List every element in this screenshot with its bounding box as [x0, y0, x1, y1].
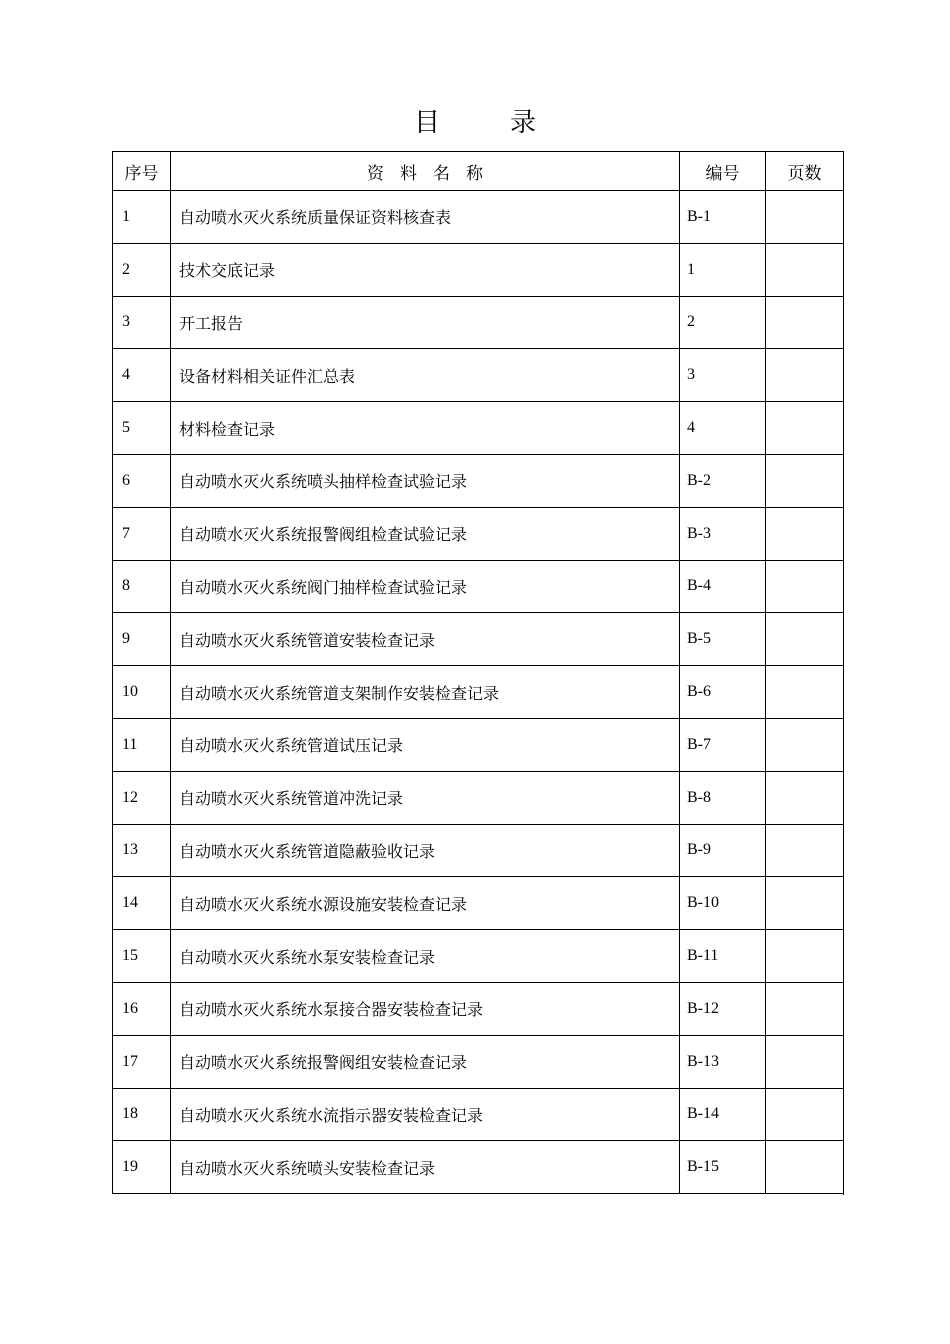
row-name: 自动喷水灭火系统阀门抽样检查试验记录 [171, 560, 680, 613]
table-row [113, 454, 844, 507]
row-pages [766, 613, 844, 666]
title-char-1: 目 [413, 107, 440, 138]
row-code: B-6 [680, 666, 766, 719]
table-outer-rule [843, 151, 844, 1195]
row-index: 13 [113, 824, 171, 877]
row-pages [766, 191, 844, 244]
row-index: 3 [113, 296, 171, 349]
row-index: 11 [113, 718, 171, 771]
row-index: 2 [113, 243, 171, 296]
row-index: 4 [113, 349, 171, 402]
title-char-2: 录 [510, 107, 537, 138]
row-name: 自动喷水灭火系统喷头抽样检查试验记录 [171, 454, 680, 507]
row-code: B-12 [680, 982, 766, 1035]
row-pages [766, 1088, 844, 1141]
table-row [113, 877, 844, 930]
row-name: 自动喷水灭火系统报警阀组安装检查记录 [171, 1035, 680, 1088]
row-pages [766, 1035, 844, 1088]
row-name: 自动喷水灭火系统报警阀组检查试验记录 [171, 507, 680, 560]
row-index: 19 [113, 1141, 171, 1194]
row-pages [766, 349, 844, 402]
row-index: 14 [113, 877, 171, 930]
row-pages [766, 507, 844, 560]
table-row [113, 718, 844, 771]
contents-table [112, 151, 844, 1194]
row-name: 自动喷水灭火系统管道安装检查记录 [171, 613, 680, 666]
row-pages [766, 666, 844, 719]
row-index: 8 [113, 560, 171, 613]
row-pages [766, 243, 844, 296]
page-title [0, 98, 950, 142]
table-row [113, 1088, 844, 1141]
table-row [113, 296, 844, 349]
row-pages [766, 560, 844, 613]
row-name: 自动喷水灭火系统管道隐蔽验收记录 [171, 824, 680, 877]
row-pages [766, 296, 844, 349]
row-pages [766, 771, 844, 824]
row-index: 18 [113, 1088, 171, 1141]
table-row [113, 824, 844, 877]
row-code: 3 [680, 349, 766, 402]
row-name: 自动喷水灭火系统喷头安装检查记录 [171, 1141, 680, 1194]
row-pages [766, 718, 844, 771]
header-row [113, 152, 844, 191]
row-index: 5 [113, 402, 171, 455]
row-pages [766, 402, 844, 455]
row-index: 9 [113, 613, 171, 666]
header-code: 编号 [680, 152, 766, 191]
row-code: B-3 [680, 507, 766, 560]
row-index: 17 [113, 1035, 171, 1088]
row-name: 技术交底记录 [171, 243, 680, 296]
row-code: B-7 [680, 718, 766, 771]
row-index: 7 [113, 507, 171, 560]
header-name: 资料名称 [171, 152, 680, 191]
row-index: 15 [113, 930, 171, 983]
row-code: 1 [680, 243, 766, 296]
row-code: B-11 [680, 930, 766, 983]
row-code: 4 [680, 402, 766, 455]
row-index: 6 [113, 454, 171, 507]
header-pages: 页数 [766, 152, 844, 191]
row-code: B-15 [680, 1141, 766, 1194]
row-pages [766, 930, 844, 983]
table-row [113, 1141, 844, 1194]
row-name: 自动喷水灭火系统水泵安装检查记录 [171, 930, 680, 983]
row-code: B-5 [680, 613, 766, 666]
table-row [113, 1035, 844, 1088]
table-row [113, 771, 844, 824]
row-name: 自动喷水灭火系统水泵接合器安装检查记录 [171, 982, 680, 1035]
row-index: 1 [113, 191, 171, 244]
table-row [113, 982, 844, 1035]
row-code: B-4 [680, 560, 766, 613]
row-name: 自动喷水灭火系统质量保证资料核查表 [171, 191, 680, 244]
table-row [113, 930, 844, 983]
table-row [113, 349, 844, 402]
row-index: 16 [113, 982, 171, 1035]
row-pages [766, 877, 844, 930]
row-index: 10 [113, 666, 171, 719]
row-pages [766, 982, 844, 1035]
header-index: 序号 [113, 152, 171, 191]
row-name: 材料检查记录 [171, 402, 680, 455]
row-code: B-10 [680, 877, 766, 930]
table-row [113, 402, 844, 455]
row-code: B-14 [680, 1088, 766, 1141]
row-pages [766, 824, 844, 877]
row-code: B-2 [680, 454, 766, 507]
row-name: 自动喷水灭火系统管道支架制作安装检查记录 [171, 666, 680, 719]
row-name: 自动喷水灭火系统水源设施安装检查记录 [171, 877, 680, 930]
row-pages [766, 1141, 844, 1194]
row-code: B-9 [680, 824, 766, 877]
row-name: 开工报告 [171, 296, 680, 349]
row-code: B-8 [680, 771, 766, 824]
table-row [113, 191, 844, 244]
row-code: B-13 [680, 1035, 766, 1088]
row-pages [766, 454, 844, 507]
row-index: 12 [113, 771, 171, 824]
table-row [113, 243, 844, 296]
row-name: 自动喷水灭火系统水流指示器安装检查记录 [171, 1088, 680, 1141]
table-row [113, 666, 844, 719]
row-name: 自动喷水灭火系统管道试压记录 [171, 718, 680, 771]
row-name: 设备材料相关证件汇总表 [171, 349, 680, 402]
table-row [113, 613, 844, 666]
table-row [113, 507, 844, 560]
row-code: 2 [680, 296, 766, 349]
table-body [113, 191, 844, 1194]
row-code: B-1 [680, 191, 766, 244]
table-row [113, 560, 844, 613]
row-name: 自动喷水灭火系统管道冲洗记录 [171, 771, 680, 824]
